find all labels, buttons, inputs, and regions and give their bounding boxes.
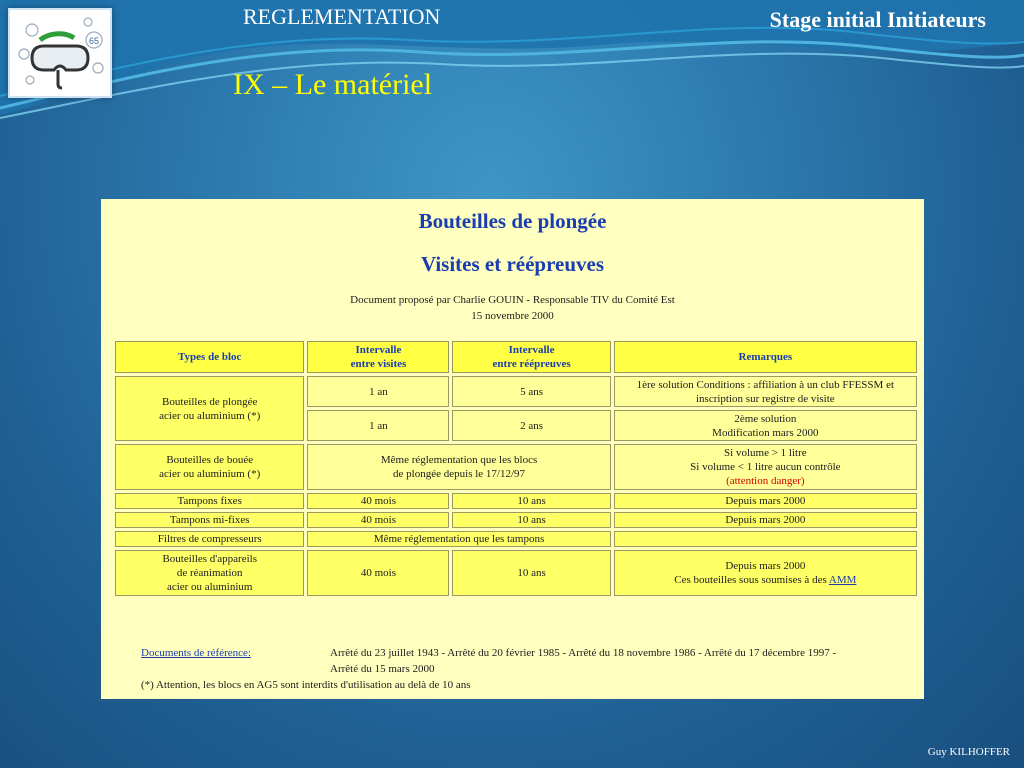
remarks-cell: Depuis mars 2000 <box>614 493 917 509</box>
author-footer: Guy KILHOFFER <box>927 746 1010 758</box>
type-cell: Bouteilles de bouée acier ou aluminium (*) <box>115 444 304 490</box>
panel-title-2: Visites et réépreuves <box>420 252 605 276</box>
danger-note: (attention danger) <box>726 475 805 487</box>
header-reep: Intervalle entre réépreuves <box>452 341 610 373</box>
merged-cell: Même réglementation que les blocs de plongée depuis le 17/12/97 <box>307 444 610 490</box>
table-row <box>115 444 917 490</box>
visit-cell: 40 mois <box>307 550 449 596</box>
reep-cell: 10 ans <box>452 493 610 509</box>
ag5-note: (*) Attention, les blocs en AG5 sont interdits d'utilisation au delà de 10 ans <box>141 679 471 691</box>
remarks-cell: Depuis mars 2000 <box>614 512 917 528</box>
table-header-row <box>115 341 917 373</box>
type-cell: Tampons fixes <box>115 493 304 509</box>
type-cell: Bouteilles de plongée acier ou aluminium (*) <box>115 376 304 441</box>
slide-subtitle: IX – Le matériel <box>233 68 433 101</box>
visit-cell: 1 an <box>307 410 449 441</box>
header-visit: Intervalle entre visites <box>307 341 449 373</box>
references-text: Arrêté du 23 juillet 1943 - Arrêté du 20 février 1985 - Arrêté du 18 novembre 1986 - Arrêté du 17 décembre 1997 - Arrêté du 15 mars 2000 <box>330 647 837 675</box>
logo-number: 65 <box>88 36 100 46</box>
type-cell: Bouteilles d'appareils de réanimation acier ou aluminium <box>115 550 304 596</box>
amm-link[interactable]: AMM <box>828 574 857 586</box>
remarks-cell <box>614 531 917 547</box>
merged-cell: Même réglementation que les tampons <box>307 531 610 547</box>
remarks-cell: 1ère solution Conditions : affiliation à un club FFESSM et inscription sur registre de visite <box>614 376 917 407</box>
remarks-cell: 2ème solution Modification mars 2000 <box>614 410 917 441</box>
reep-cell: 10 ans <box>452 512 610 528</box>
visit-cell: 40 mois <box>307 493 449 509</box>
type-cell: Filtres de compresseurs <box>115 531 304 547</box>
header-type: Types de bloc <box>115 341 304 373</box>
table-row <box>115 512 917 528</box>
remarks-cell: Depuis mars 2000 Ces bouteilles sous soumises à des AMM <box>614 550 917 596</box>
doc-date: 15 novembre 2000 <box>471 310 554 322</box>
reep-cell: 10 ans <box>452 550 610 596</box>
visit-cell: 40 mois <box>307 512 449 528</box>
remarks-cell: Si volume > 1 litre Si volume < 1 litre aucun contrôle (attention danger) <box>614 444 917 490</box>
visit-cell: 1 an <box>307 376 449 407</box>
table-row <box>115 531 917 547</box>
course-title: Stage initial Initiateurs <box>769 7 986 32</box>
table-row <box>115 550 917 596</box>
regulation-panel <box>101 199 924 699</box>
header-remarks: Remarques <box>614 341 917 373</box>
club-logo <box>8 8 112 98</box>
table-row <box>115 376 917 407</box>
reep-cell: 5 ans <box>452 376 610 407</box>
panel-title-1: Bouteilles de plongée <box>418 209 607 233</box>
doc-author: Document proposé par Charlie GOUIN - Responsable TIV du Comité Est <box>350 294 675 306</box>
regulation-table <box>112 338 920 599</box>
references-link[interactable]: Documents de référence: <box>141 647 251 659</box>
table-row <box>115 493 917 509</box>
section-title: REGLEMENTATION <box>243 4 441 29</box>
reep-cell: 2 ans <box>452 410 610 441</box>
type-cell: Tampons mi-fixes <box>115 512 304 528</box>
